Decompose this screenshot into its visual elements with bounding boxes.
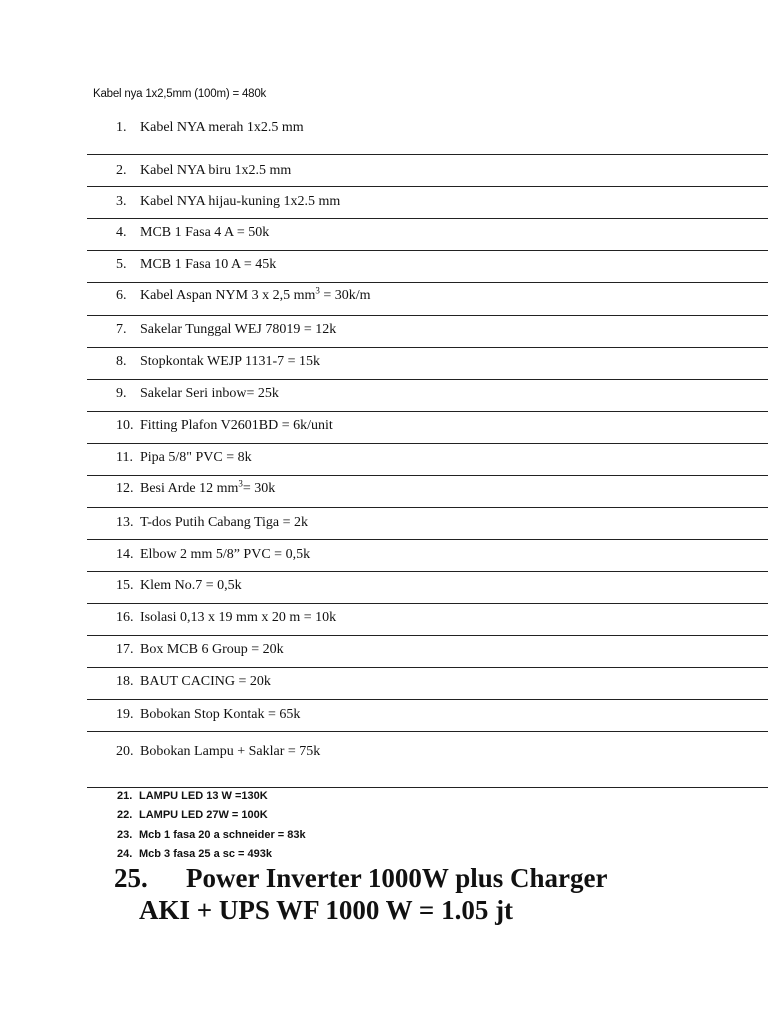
item-number: 11. <box>116 450 133 465</box>
item-text-main: T-dos Putih Cabang Tiga = 2k <box>140 515 309 530</box>
item-text <box>140 386 279 402</box>
table-row <box>87 186 768 218</box>
item-number: 17. <box>116 642 134 657</box>
item-text: LAMPU LED 13 W =130K <box>139 790 268 802</box>
item-number: 15. <box>116 578 134 593</box>
item-text: LAMPU LED 27W = 100K <box>139 809 268 822</box>
item-text <box>140 610 336 626</box>
extra-items-list <box>117 787 306 864</box>
item-text-main: Bobokan Stop Kontak = 65k <box>140 707 301 722</box>
item-text-main: MCB 1 Fasa 10 A = 45k <box>140 257 277 272</box>
item-text-suffix: = 30k <box>242 481 276 496</box>
item-number: 1. <box>116 120 127 135</box>
item-text <box>140 225 269 241</box>
item-text-main: Bobokan Lampu + Saklar = 75k <box>140 744 321 759</box>
item-text <box>140 578 242 594</box>
item-text-main: Sakelar Tunggal WEJ 78019 = 12k <box>140 322 337 337</box>
item-number: 14. <box>116 547 134 562</box>
item-text-main: Elbow 2 mm 5/8” PVC = 0,5k <box>140 547 311 562</box>
item-text <box>140 674 271 690</box>
table-row <box>87 347 768 379</box>
item-text-main: Kabel Aspan NYM 3 x 2,5 mm <box>140 288 316 303</box>
table-row <box>87 507 768 539</box>
item-number: 22. <box>117 809 133 822</box>
item-text-main: Kabel NYA hijau-kuning 1x2.5 mm <box>140 194 341 209</box>
list-item <box>117 806 306 825</box>
item-text-line1: Power Inverter 1000W plus Charger <box>186 863 608 893</box>
item-text-line2: AKI + UPS WF 1000 W = 1.05 jt <box>139 895 514 925</box>
item-text: Mcb 1 fasa 20 a schneider = 83k <box>139 828 306 841</box>
item-text-main: MCB 1 Fasa 4 A = 50k <box>140 225 270 240</box>
table-row <box>87 539 768 571</box>
list-item <box>117 826 306 845</box>
item-number: 8. <box>116 354 127 369</box>
table-row <box>87 731 768 787</box>
item-text-suffix: = 30k/m <box>319 288 371 303</box>
table-row <box>87 603 768 635</box>
table-row <box>87 154 768 186</box>
item-text <box>140 285 371 304</box>
item-number: 7. <box>116 322 127 337</box>
item-number: 20. <box>116 744 134 759</box>
table-row <box>87 379 768 411</box>
item-number: 16. <box>116 610 134 625</box>
item-number: 5. <box>116 257 127 272</box>
item-text <box>140 515 308 531</box>
table-row <box>87 475 768 507</box>
table-row <box>87 114 768 154</box>
item-number: 3. <box>116 194 127 209</box>
superscript: 3 <box>238 478 243 489</box>
item-number: 9. <box>116 386 127 401</box>
item-number: 6. <box>116 288 127 303</box>
item-text <box>140 450 252 466</box>
item-number: 21. <box>117 790 133 802</box>
item-text-main: Kabel NYA biru 1x2.5 mm <box>140 163 292 178</box>
item-text-main: BAUT CACING = 20k <box>140 674 271 689</box>
item-text <box>140 163 291 179</box>
item-text-main: Kabel NYA merah 1x2.5 mm <box>140 120 304 135</box>
item-number: 23. <box>117 828 133 841</box>
item-text <box>140 707 300 723</box>
item-text <box>140 478 276 497</box>
item-text <box>140 354 320 370</box>
item-text <box>140 744 320 760</box>
item-number: 25. <box>114 863 148 893</box>
superscript: 3 <box>315 285 320 296</box>
table-row <box>87 699 768 731</box>
price-table <box>87 114 768 788</box>
item-number: 2. <box>116 163 127 178</box>
table-row <box>87 315 768 347</box>
item-number: 18. <box>116 674 134 689</box>
table-row <box>87 667 768 699</box>
item-number: 4. <box>116 225 127 240</box>
table-row <box>87 218 768 250</box>
item-text-main: Box MCB 6 Group = 20k <box>140 642 284 657</box>
table-row <box>87 571 768 603</box>
item-text <box>140 642 284 658</box>
page-heading: Kabel nya 1x2,5mm (100m) = 480k <box>93 88 267 100</box>
item-text-main: Stopkontak WEJP 1131-7 = 15k <box>140 354 321 369</box>
item-number: 24. <box>117 847 133 860</box>
item-number: 12. <box>116 481 134 496</box>
table-row <box>87 443 768 475</box>
item-text-main: Isolasi 0,13 x 19 mm x 20 m = 10k <box>140 610 337 625</box>
item-text <box>140 120 304 136</box>
list-item <box>117 787 306 806</box>
item-text <box>140 418 333 434</box>
item-number: 19. <box>116 707 134 722</box>
item-text: Mcb 3 fasa 25 a sc = 493k <box>139 847 273 860</box>
table-row <box>87 635 768 667</box>
table-row <box>87 411 768 443</box>
item-text-main: Sakelar Seri inbow= 25k <box>140 386 279 401</box>
item-text <box>140 547 310 563</box>
item-text-main: Besi Arde 12 mm <box>140 481 239 496</box>
item-text-main: Pipa 5/8" PVC = 8k <box>140 450 252 465</box>
item-number: 13. <box>116 515 134 530</box>
table-row <box>87 282 768 315</box>
item-text-main: Klem No.7 = 0,5k <box>140 578 242 593</box>
power-inverter-item <box>114 862 754 926</box>
item-text <box>140 257 276 273</box>
item-text <box>140 322 336 338</box>
item-number: 10. <box>116 418 134 433</box>
item-text <box>140 194 340 210</box>
table-row <box>87 250 768 282</box>
item-text-main: Fitting Plafon V2601BD = 6k/unit <box>140 418 333 433</box>
